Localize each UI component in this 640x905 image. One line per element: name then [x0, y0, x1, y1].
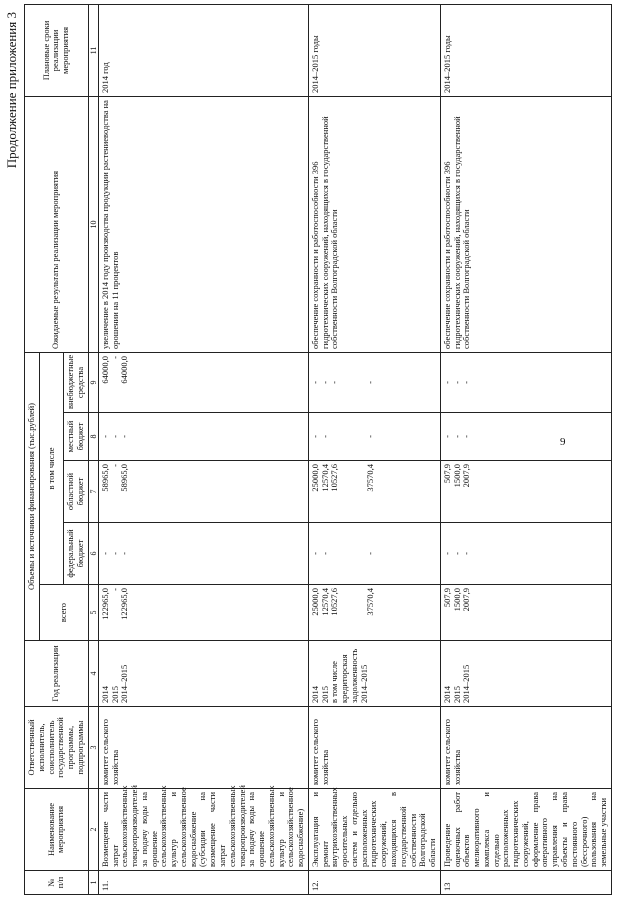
federal-value: - — [309, 552, 320, 555]
col-number: 3 — [88, 707, 98, 789]
row-name: Проведение оценочных работ объектов мелиоративного комплекса и отдельно расположенных гидротехнических сооружений, оформление права оперативного управления на объекты и права постоянного (бессрочного) пользования на земельные участки — [440, 789, 611, 871]
header-local: местный бюджет — [64, 413, 89, 461]
header-name: Наименование мероприятия — [25, 789, 89, 871]
regional-value: 58965,0 — [99, 464, 110, 492]
table-row — [308, 4, 440, 894]
total-value: 507,9 — [441, 588, 452, 608]
row-result: обеспечение сохранности и работоспособности 396 гидротехнических сооружений, находящихся в государственной собственности Волгоградской области — [308, 96, 440, 352]
regional-value: 2007,9 — [461, 464, 472, 488]
total-value: 10527,6 — [329, 588, 340, 616]
row-regional — [98, 461, 308, 523]
row-regional — [440, 461, 611, 523]
federal-value: - — [451, 552, 462, 555]
row-term: 2014–2015 годы — [440, 4, 611, 96]
row-extra — [98, 352, 308, 412]
year-value: 2014 — [99, 686, 110, 703]
year-value: 2014 — [309, 686, 320, 703]
row-name: Возмещение части затрат сельскохозяйственных товаропроизводителей за подачу воды на орошение сельскохозяйственных культур и сельскохозяйственное водоснабжение (субсидии на возмещение части затрат сельскохозяйственных товаропроизводителей за подачу воды на орошение сельскохозяйственных культур и сельскохозяйственное водоснабжение) — [98, 789, 308, 871]
regional-value: 507,9 — [441, 464, 452, 484]
extra-value: - — [309, 381, 320, 384]
row-num: 13 — [440, 871, 611, 895]
header-federal: федеральный бюджет — [64, 523, 89, 585]
federal-value: - — [319, 552, 330, 555]
regional-value: 37570,4 — [365, 464, 376, 492]
col-number: 2 — [88, 789, 98, 871]
extra-value: 64000,0 — [99, 355, 110, 384]
table-row — [440, 4, 611, 894]
extra-value: - — [365, 381, 376, 384]
total-value: 37570,4 — [365, 588, 376, 616]
total-value: - — [109, 588, 120, 591]
row-num: 12. — [308, 871, 440, 895]
financing-table — [24, 4, 612, 895]
col-number: 7 — [88, 461, 98, 523]
header-executor: Ответственный исполнитель, соисполнитель государственной программы, подпрограммы — [25, 707, 89, 789]
year-value: 2015 — [109, 686, 120, 703]
extra-value: - — [109, 355, 120, 359]
header-including: в том числе — [39, 352, 63, 584]
header-total: всего — [39, 585, 88, 641]
row-num: 11. — [98, 871, 308, 895]
column-numbers-row — [88, 4, 98, 894]
header-results: Ожидаемые результаты реализации мероприятия — [25, 96, 89, 352]
extra-value: 64000,0 — [119, 355, 130, 384]
col-number: 8 — [88, 413, 98, 461]
row-result: увеличение в 2014 году производства продукции растениеводства на орошении на 11 процентов — [98, 96, 308, 352]
total-value: 2007,9 — [461, 588, 472, 612]
header-year: Год реализации — [25, 641, 89, 707]
row-term: 2014 год — [98, 4, 308, 96]
total-value: 122965,0 — [99, 588, 110, 620]
row-term: 2014–2015 годы — [308, 4, 440, 96]
row-regional — [308, 461, 440, 523]
total-value: 25000,0 — [309, 588, 320, 616]
federal-value: - — [365, 552, 376, 555]
regional-value: 58965,0 — [119, 464, 130, 492]
col-number: 11 — [88, 4, 98, 96]
local-value: - — [365, 435, 376, 438]
header-extra: внебюджетные средства — [64, 352, 89, 412]
header-terms: Плановые сроки реализации мероприятия — [25, 4, 89, 96]
row-total — [440, 585, 611, 641]
total-value: 1500,0 — [451, 588, 462, 612]
federal-value: - — [109, 552, 120, 555]
regional-value: 25000,0 — [309, 464, 320, 492]
local-value: - — [99, 435, 110, 438]
row-total — [98, 585, 308, 641]
regional-value: 1500,0 — [451, 464, 462, 488]
row-federal — [308, 523, 440, 585]
col-number: 4 — [88, 641, 98, 707]
local-value: - — [119, 435, 130, 438]
row-federal — [440, 523, 611, 585]
local-value: - — [441, 435, 452, 438]
extra-value: - — [329, 381, 340, 384]
federal-value: - — [461, 552, 472, 555]
col-number: 9 — [88, 352, 98, 412]
extra-value: - — [319, 381, 330, 384]
header-financing: Объемы и источники финансирования (тыс.рублей) — [25, 352, 40, 640]
year-value: в том числе кредиторская задолженность — [329, 648, 359, 703]
federal-value: - — [99, 552, 110, 555]
extra-value: - — [451, 381, 462, 384]
row-extra — [440, 352, 611, 412]
regional-value: - — [109, 464, 120, 467]
extra-value: - — [461, 381, 472, 384]
row-years — [98, 641, 308, 707]
col-number: 6 — [88, 523, 98, 585]
local-value: - — [309, 435, 320, 438]
federal-value: - — [441, 552, 452, 555]
page-number: 9 — [560, 436, 566, 448]
col-number: 5 — [88, 585, 98, 641]
year-value: 2014–2015 — [119, 664, 130, 703]
year-value: 2015 — [319, 686, 330, 703]
regional-value: 12570,4 — [319, 464, 330, 492]
row-extra — [308, 352, 440, 412]
row-years — [308, 641, 440, 707]
header-regional: областной бюджет — [64, 461, 89, 523]
row-local — [98, 413, 308, 461]
regional-value: 10527,6 — [329, 464, 340, 492]
row-result: обеспечение сохранности и работоспособности 396 гидротехнических сооружений, находящихся в государственной собственности Волгоградской области — [440, 96, 611, 352]
total-value: 12570,4 — [319, 588, 330, 616]
row-name: Эксплуатация и ремонт внутрихозяйственных оросительных систем и отдельно расположенных гидротехнических сооружений, находящихся в государственной собственности Волгоградской области — [308, 789, 440, 871]
local-value: - — [319, 435, 330, 438]
continuation-title: Продолжение приложения 3 — [4, 12, 19, 169]
table-row — [98, 4, 308, 894]
row-executor: комитет сельского хозяйства — [440, 707, 611, 789]
row-local — [308, 413, 440, 461]
col-number: 10 — [88, 96, 98, 352]
row-executor: комитет сельского хозяйства — [308, 707, 440, 789]
row-years — [440, 641, 611, 707]
header-num: № п/п — [25, 871, 89, 895]
row-local — [440, 413, 611, 461]
row-executor: комитет сельского хозяйства — [98, 707, 308, 789]
local-value: - — [461, 435, 472, 438]
extra-value: - — [441, 381, 452, 384]
col-number: 1 — [88, 871, 98, 895]
year-value: 2015 — [451, 686, 462, 703]
local-value: - — [109, 435, 120, 438]
year-value: 2014–2015 — [358, 664, 369, 703]
federal-value: - — [119, 552, 130, 555]
year-value: 2014 — [441, 686, 452, 703]
row-federal — [98, 523, 308, 585]
local-value: - — [451, 435, 462, 438]
row-total — [308, 585, 440, 641]
year-value: 2014–2015 — [461, 664, 472, 703]
total-value: 122965,0 — [119, 588, 130, 620]
